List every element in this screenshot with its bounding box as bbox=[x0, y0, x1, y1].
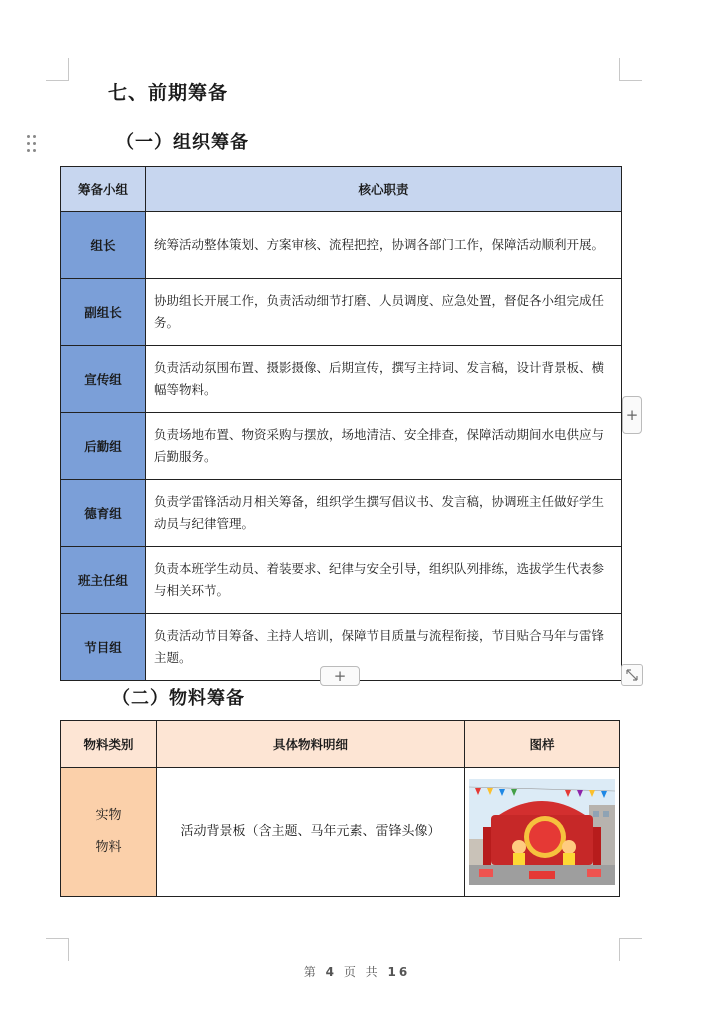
table-row bbox=[61, 413, 622, 480]
duty-cell: 负责活动节目筹备、主持人培训，保障节目质量与流程衔接，节目贴合马年与雷锋主题。 bbox=[146, 614, 622, 681]
add-column-button[interactable]: + bbox=[622, 396, 642, 434]
duty-cell: 负责学雷锋活动月相关筹备，组织学生撰写倡议书、发言稿，协调班主任做好学生动员与纪律管理。 bbox=[146, 480, 622, 547]
group-cell: 班主任组 bbox=[61, 547, 146, 614]
category-line: 实物 bbox=[95, 808, 122, 823]
table-header-row bbox=[61, 721, 620, 768]
duty-cell: 统筹活动整体策划、方案审核、流程把控，协调各部门工作，保障活动顺利开展。 bbox=[146, 212, 622, 279]
table-row bbox=[61, 480, 622, 547]
category-line: 物料 bbox=[95, 840, 122, 855]
group-cell: 宣传组 bbox=[61, 346, 146, 413]
page-corner-mark bbox=[619, 58, 642, 81]
drag-handle-icon[interactable] bbox=[26, 135, 38, 153]
current-page-number: 4 bbox=[325, 965, 337, 979]
table-row bbox=[61, 346, 622, 413]
category-cell bbox=[61, 768, 157, 897]
table-header-cell: 物料类别 bbox=[61, 721, 157, 768]
page-corner-mark bbox=[46, 938, 69, 961]
group-cell: 组长 bbox=[61, 212, 146, 279]
duty-cell: 负责活动氛围布置、摄影摄像、后期宣传，撰写主持词、发言稿，设计背景板、横幅等物料。 bbox=[146, 346, 622, 413]
footer-prefix: 第 bbox=[303, 965, 319, 979]
total-page-count: 16 bbox=[387, 965, 411, 979]
table-row bbox=[61, 212, 622, 279]
sample-image-cell bbox=[465, 768, 620, 897]
table-header-cell: 具体物料明细 bbox=[157, 721, 465, 768]
detail-cell: 活动背景板（含主题、马年元素、雷锋头像） bbox=[157, 768, 465, 897]
table-header-row bbox=[61, 167, 622, 212]
footer-middle: 页 共 bbox=[343, 965, 381, 979]
table-row bbox=[61, 279, 622, 346]
add-row-button[interactable]: + bbox=[320, 666, 360, 686]
table-header-cell: 核心职责 bbox=[146, 167, 622, 212]
materials-table bbox=[60, 720, 620, 897]
table-row bbox=[61, 768, 620, 897]
duty-cell: 协助组长开展工作，负责活动细节打磨、人员调度、应急处置，督促各小组完成任务。 bbox=[146, 279, 622, 346]
subsection-title-organization: （一）组织筹备 bbox=[116, 132, 249, 153]
group-cell: 后勤组 bbox=[61, 413, 146, 480]
table-row bbox=[61, 547, 622, 614]
table-header-cell: 图样 bbox=[465, 721, 620, 768]
group-cell: 副组长 bbox=[61, 279, 146, 346]
duty-cell: 负责本班学生动员、着装要求、纪律与安全引导，组织队列排练，选拔学生代表参与相关环节。 bbox=[146, 547, 622, 614]
group-cell: 节目组 bbox=[61, 614, 146, 681]
organization-table bbox=[60, 166, 622, 681]
page-footer bbox=[0, 963, 714, 980]
backdrop-sample-image bbox=[469, 779, 615, 885]
table-header-cell: 筹备小组 bbox=[61, 167, 146, 212]
subsection-title-materials: （二）物料筹备 bbox=[112, 688, 245, 709]
page-corner-mark bbox=[619, 938, 642, 961]
page-corner-mark bbox=[46, 58, 69, 81]
section-title: 七、前期筹备 bbox=[108, 82, 229, 104]
table-resize-icon[interactable] bbox=[621, 664, 643, 686]
group-cell: 德育组 bbox=[61, 480, 146, 547]
duty-cell: 负责场地布置、物资采购与摆放，场地清洁、安全排查，保障活动期间水电供应与后勤服务。 bbox=[146, 413, 622, 480]
